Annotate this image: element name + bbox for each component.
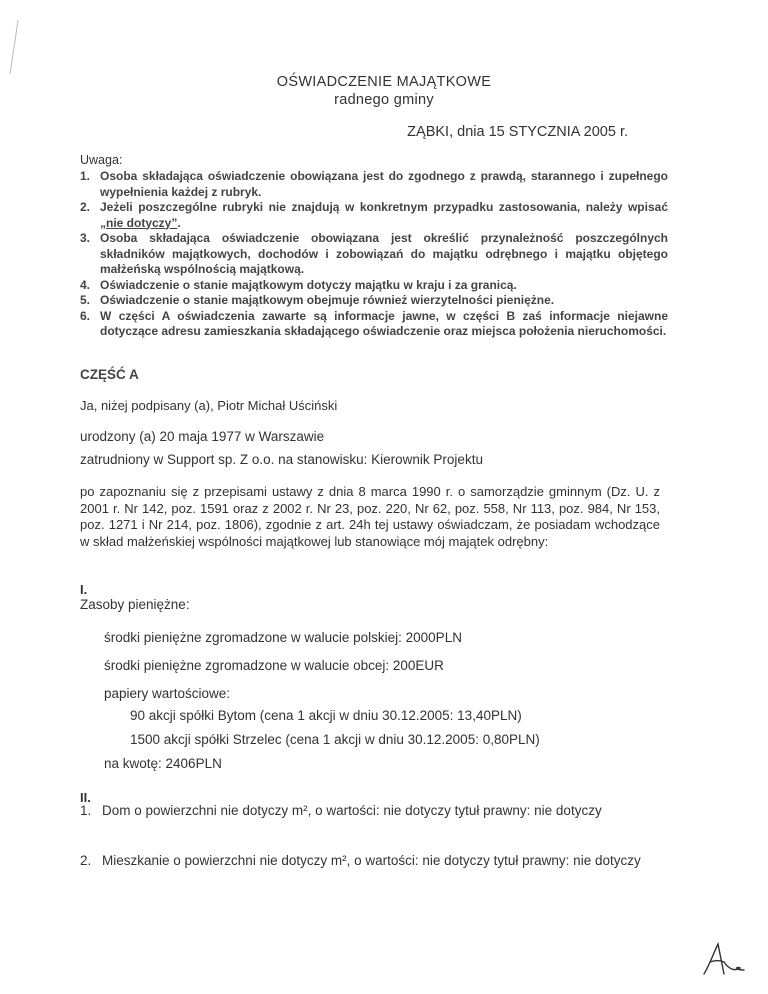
note-number: 3. (80, 231, 91, 245)
note-item (80, 278, 668, 294)
declaration-paragraph: po zapoznaniu się z przepisami ustawy z dnia 8 marca 1990 r. o samorządzie gminnym (Dz. U. z 2001 r. Nr 142, poz. 1591 oraz z 2002 r. Nr 23, poz. 220, Nr 62, poz. 558, Nr 113, poz. 984, Nr 153, poz. 1271 i Nr 214, poz. 1806), zgodnie z art. 24h tej ustawy oświadczam, że posiadam wchodzące w skład małżeńskiej wspólności majątkowej lub stanowiące mój majątek odrębny: (80, 484, 660, 549)
document-title: OŚWIADCZENIE MAJĄTKOWE (276, 74, 492, 90)
place-date: ZĄBKI, dnia 15 STYCZNIA 2005 r. (407, 124, 628, 140)
note-item (80, 200, 668, 231)
note-text-underlined: „nie dotyczy” (100, 215, 178, 230)
note-number: 1. (80, 169, 91, 183)
securities-item: 90 akcji spółki Bytom (cena 1 akcji w dniu 30.12.2005: 13,40PLN) (130, 708, 522, 723)
note-text: Oświadczenie o stanie majątkowym dotyczy majątku w kraju i za granicą. (100, 277, 517, 292)
document-subtitle: radnego gminy (334, 92, 434, 108)
note-text: W części A oświadczenia zawarte są informacje jawne, w części B zaś informacje niejawne dotyczące adresu zamieszkania składającego oświadczenie oraz miejsca położenia nieruchomości. (100, 308, 668, 338)
note-text: Oświadczenie o stanie majątkowym obejmuje również wierzytelności pieniężne. (100, 293, 555, 307)
note-item (80, 169, 668, 200)
note-text: Osoba składająca oświadczenie obowiązana jest do zgodnego z prawdą, starannego i zupełnego wypełnienia każdej z rubryk. (100, 169, 668, 199)
note-text-part: . (177, 215, 181, 230)
note-text: Osoba składająca oświadczenie obowiązana jest określić przynależność poszczególnych składników majątkowych, dochodów i zobowiązań do majątku odrębnego i majątku objętego małżeńską wspólnością majątkową. (100, 231, 668, 276)
amount-line: na kwotę: 2406PLN (104, 756, 222, 771)
note-number: 2. (80, 200, 91, 214)
property-item (80, 796, 660, 826)
note-text-part: Jeżeli poszczególne rubryki nie znajdują w konkretnym przypadku zastosowania, należy wpisać (100, 200, 668, 214)
note-item (80, 309, 668, 340)
securities-item: 1500 akcji spółki Strzelec (cena 1 akcji w dniu 30.12.2005: 0,80PLN) (130, 732, 540, 747)
note-item (80, 293, 668, 309)
section-number-ii: II. (80, 790, 91, 805)
cash-pln: środki pieniężne zgromadzone w walucie polskiej: 2000PLN (104, 630, 462, 645)
born-line: urodzony (a) 20 maja 1977 w Warszawie (80, 429, 325, 444)
note-item (80, 231, 668, 278)
property-number: 2. (80, 853, 92, 868)
securities-label: papiery wartościowe: (104, 686, 231, 701)
employment-line: zatrudniony w Support sp. Z o.o. na stanowisku: Kierownik Projektu (80, 452, 483, 467)
section-number-i: I. (80, 582, 88, 597)
property-text: Dom o powierzchni nie dotyczy m², o wartości: nie dotyczy tytuł prawny: nie dotyczy (102, 803, 602, 818)
note-text (100, 200, 668, 231)
signer-line: Ja, niżej podpisany (a), Piotr Michał Uściński (80, 398, 338, 413)
signature-initials (700, 940, 750, 980)
note-number: 4. (80, 277, 91, 292)
note-number: 5. (80, 293, 91, 307)
cash-foreign: środki pieniężne zgromadzone w walucie obcej: 200EUR (104, 658, 444, 673)
property-text: Mieszkanie o powierzchni nie dotyczy m², o wartości: nie dotyczy tytuł prawny: nie dotyczy (102, 853, 641, 868)
notes-list (80, 169, 668, 340)
pen-mark (8, 18, 20, 78)
cash-heading: Zasoby pieniężne: (80, 597, 190, 612)
section-heading-czesc-a: CZĘŚĆ A (80, 367, 139, 382)
uwaga-label: Uwaga: (80, 153, 123, 167)
property-item (80, 846, 660, 876)
note-number: 6. (80, 308, 91, 323)
property-number: 1. (80, 803, 92, 818)
